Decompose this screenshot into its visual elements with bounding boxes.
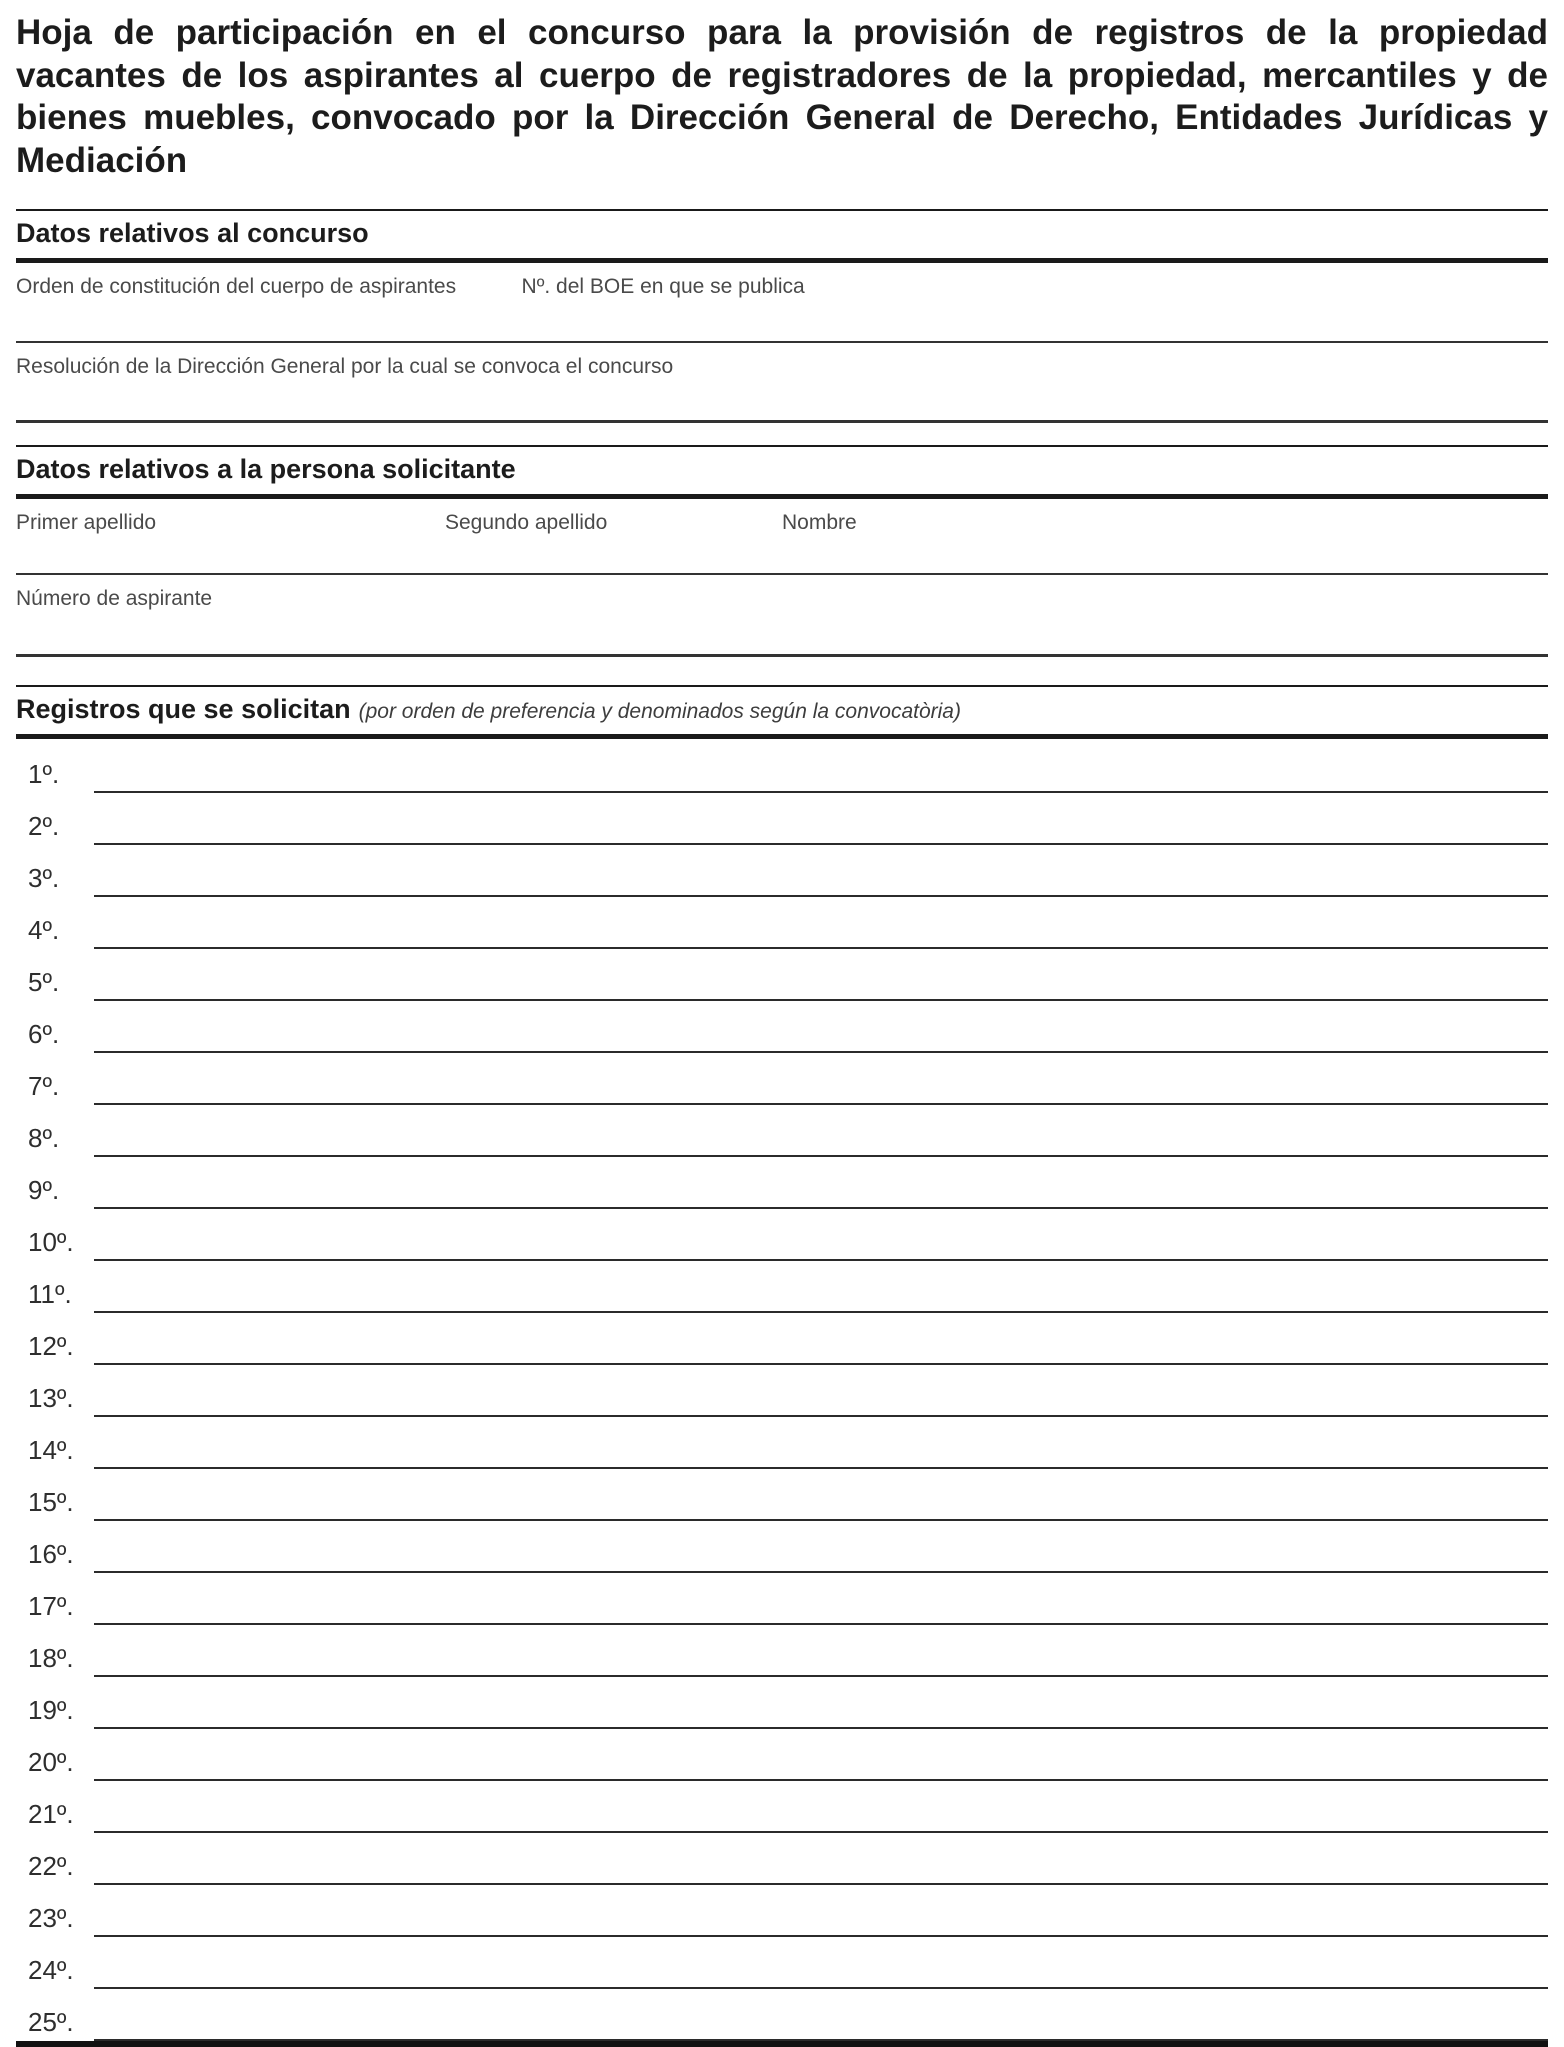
register-row [16,1261,1548,1313]
section-heading-registros-label: Registros que se solicitan [16,693,351,724]
register-row-ordinal: 11º. [28,1278,72,1309]
register-row-input-line[interactable] [94,741,1548,793]
register-row-input-line[interactable] [94,1677,1548,1729]
register-row-input-line[interactable] [94,1573,1548,1625]
register-row-input-line[interactable] [94,1937,1548,1989]
register-row-ordinal: 20º. [28,1746,74,1777]
register-row [16,949,1548,1001]
register-row-ordinal: 3º. [28,862,60,893]
register-row [16,1989,1548,2041]
spacer [16,423,1548,445]
register-row-input-line[interactable] [94,1833,1548,1885]
register-row-input-line[interactable] [94,1261,1548,1313]
numero-aspirante-labels-row [16,587,1548,611]
register-row [16,1365,1548,1417]
register-row-ordinal: 25º. [28,2006,74,2037]
register-row [16,1833,1548,1885]
register-row [16,1573,1548,1625]
register-row-ordinal: 12º. [28,1330,74,1361]
register-row-input-line[interactable] [94,1209,1548,1261]
register-row-ordinal: 18º. [28,1642,74,1673]
concurso-labels-row [16,275,1548,299]
register-row-input-line[interactable] [94,897,1548,949]
register-row-ordinal: 22º. [28,1850,74,1881]
segundo-apellido-label: Segundo apellido [444,510,608,534]
section-heading-concurso-label: Datos relativos al concurso [16,217,369,248]
register-row [16,741,1548,793]
form-title: Hoja de participación en el concurso para la provisión de registros de la propiedad vacantes de los aspirantes al cuerpo de registradores de la propiedad, mercantiles y de bienes muebles, convocado por la Dirección General de Derecho, Entidades Jurídicas y Mediación [16,13,1548,181]
register-row [16,1729,1548,1781]
register-row-input-line[interactable] [94,949,1548,1001]
register-row [16,845,1548,897]
register-row-input-line[interactable] [94,1989,1548,2041]
register-row-ordinal: 8º. [28,1122,60,1153]
register-row-ordinal: 16º. [28,1538,74,1569]
orden-boe-input-line[interactable] [16,299,1548,343]
section-heading-solicitante [16,445,1548,499]
register-row-ordinal: 14º. [28,1434,74,1465]
nombre-label: Nombre [781,510,857,534]
register-row-input-line[interactable] [94,1521,1548,1573]
register-row-input-line[interactable] [94,1625,1548,1677]
form-page [16,12,1548,2047]
registros-heading-note: (por orden de preferencia y denominados según la convocatòria) [358,699,961,723]
register-row-ordinal: 15º. [28,1486,74,1517]
bottom-rule [16,2041,1548,2047]
register-row-ordinal: 21º. [28,1798,74,1829]
orden-constitucion-label: Orden de constitución del cuerpo de aspirantes [16,274,457,298]
section-heading-registros [16,685,1548,739]
register-row-input-line[interactable] [94,1729,1548,1781]
resolucion-label: Resolución de la Dirección General por la cual se convoca el concurso [16,354,674,378]
register-row [16,897,1548,949]
register-row-ordinal: 1º. [28,758,60,789]
register-row-ordinal: 6º. [28,1018,60,1049]
register-row-ordinal: 10º. [28,1226,74,1257]
register-row [16,1417,1548,1469]
register-row [16,1053,1548,1105]
solicitante-labels-row [16,511,1548,535]
register-row-ordinal: 23º. [28,1902,74,1933]
primer-apellido-label: Primer apellido [16,510,157,534]
boe-label: Nº. del BOE en que se publica [521,274,805,298]
numero-aspirante-label: Número de aspirante [16,586,213,610]
resolucion-input-line[interactable] [16,379,1548,423]
register-row-ordinal: 9º. [28,1174,60,1205]
register-rows [16,741,1548,2041]
register-row-input-line[interactable] [94,1365,1548,1417]
register-row [16,1105,1548,1157]
register-row [16,1781,1548,1833]
register-row [16,1209,1548,1261]
register-row-input-line[interactable] [94,1313,1548,1365]
register-row-ordinal: 5º. [28,966,60,997]
register-row [16,1157,1548,1209]
register-row-input-line[interactable] [94,793,1548,845]
register-row [16,1625,1548,1677]
register-row-ordinal: 7º. [28,1070,60,1101]
numero-aspirante-input-line[interactable] [16,611,1548,657]
apellidos-nombre-input-line[interactable] [16,535,1548,575]
register-row-input-line[interactable] [94,1885,1548,1937]
register-row [16,1469,1548,1521]
register-row [16,1937,1548,1989]
register-row [16,1885,1548,1937]
register-row-ordinal: 24º. [28,1954,74,1985]
register-row [16,1521,1548,1573]
section-heading-solicitante-label: Datos relativos a la persona solicitante [16,453,516,484]
register-row-input-line[interactable] [94,1157,1548,1209]
register-row-input-line[interactable] [94,1469,1548,1521]
register-row-input-line[interactable] [94,1053,1548,1105]
register-row [16,793,1548,845]
resolucion-labels-row [16,355,1548,379]
register-row-input-line[interactable] [94,1781,1548,1833]
register-row-ordinal: 4º. [28,914,60,945]
spacer [16,657,1548,685]
register-row [16,1001,1548,1053]
register-row-input-line[interactable] [94,845,1548,897]
section-heading-concurso [16,209,1548,263]
register-row-input-line[interactable] [94,1001,1548,1053]
register-row [16,1677,1548,1729]
register-row-input-line[interactable] [94,1105,1548,1157]
register-row-ordinal: 13º. [28,1382,74,1413]
register-row-ordinal: 17º. [28,1590,74,1621]
register-row [16,1313,1548,1365]
register-row-input-line[interactable] [94,1417,1548,1469]
register-row-ordinal: 19º. [28,1694,74,1725]
register-row-ordinal: 2º. [28,810,60,841]
